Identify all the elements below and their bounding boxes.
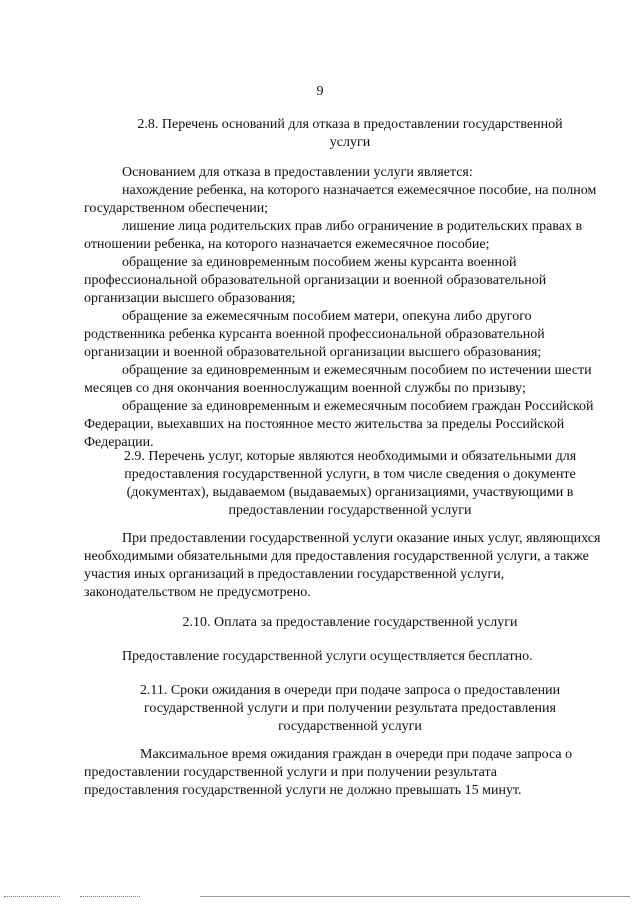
footer-rule (80, 896, 140, 897)
list-item-line: месяцев со дня окончания военнослужащим военной службы по призыву; (84, 381, 526, 396)
intro-text: Основанием для отказа в предоставлении услуги является: (122, 165, 473, 180)
body-line: Максимальное время ожидания граждан в очереди при подаче запроса о (140, 747, 573, 762)
body-line: Предоставление государственной услуги осуществляется бесплатно. (122, 649, 533, 664)
body-line: законодательством не предусмотрено. (84, 585, 311, 600)
heading-line: предоставлении государственной услуги (228, 503, 472, 518)
page-number: 9 (316, 84, 324, 99)
list-item-line: Федерации. (84, 435, 154, 450)
section-2-10-heading: 2.10. Оплата за предоставление государственной услуги (182, 615, 518, 630)
footer-rule (200, 896, 630, 897)
section-2-10-body (84, 648, 626, 666)
list-item-line: обращение за единовременным и ежемесячным пособием граждан Российской (122, 399, 594, 414)
body-line: предоставлении государственной услуги и при получении результата (84, 765, 498, 780)
list-item-line: Федерации, выехавших на постоянное место жительства за пределы Российской (84, 417, 565, 432)
footer-rule (4, 896, 60, 897)
heading-line: 2.9. Перечень услуг, которые являются необходимыми и обязательными для (123, 449, 577, 464)
heading-line: государственной услуги (278, 719, 422, 734)
list-item-line: обращение за ежемесячным пособием матери, опекуна либо другого (122, 309, 532, 324)
list-item-line: организации высшего образования; (84, 291, 296, 306)
list-item-line: нахождение ребенка, на которого назначается ежемесячное пособие, на полном (122, 183, 597, 198)
heading-line: предоставления государственной услуги, в том числе сведения о документе (124, 467, 576, 482)
body-line: При предоставлении государственной услуги оказание иных услуг, являющихся (122, 531, 601, 546)
heading-line: 2.11. Сроки ожидания в очереди при подаче запроса о предоставлении (139, 683, 561, 698)
list-item-line: организации и военной образовательной организации высшего образования; (84, 345, 542, 360)
body-line: участия иных организаций в предоставлении государственной услуги, (84, 567, 505, 582)
list-item-line: обращение за единовременным и ежемесячным пособием по истечении шести (122, 363, 592, 378)
list-item-line: обращение за единовременным пособием жены курсанта военной (122, 255, 517, 270)
heading-line: государственной услуги и при получении результата предоставления (144, 701, 556, 716)
list-item-line: профессиональной образовательной организации и военной образовательной (84, 273, 547, 288)
list-item-line: отношении ребенка, на которого назначается ежемесячное пособие; (84, 237, 490, 252)
list-item-line: лишение лица родительских прав либо ограничение в родительских правах в (122, 219, 583, 234)
body-line: необходимыми обязательными для предоставления государственной услуги, а также (84, 549, 589, 564)
heading-line: (документах), выдаваемом (выдаваемых) организациями, участвующими в (126, 485, 574, 500)
list-item-line: государственном обеспечении; (84, 201, 269, 216)
heading-line: услуги (329, 135, 371, 150)
list-item-line: родственника ребенка курсанта военной профессиональной образовательной (84, 327, 545, 342)
section-2-11-heading (110, 682, 590, 736)
section-2-8-body (84, 164, 626, 452)
section-2-11-body (84, 746, 626, 800)
section-2-8-heading (110, 116, 590, 152)
heading-line: 2.8. Перечень оснований для отказа в предоставлении государственной (137, 117, 563, 132)
body-line: предоставления государственной услуги не должно превышать 15 минут. (84, 783, 522, 798)
section-2-9-heading (110, 448, 590, 520)
section-2-9-body (84, 530, 626, 602)
